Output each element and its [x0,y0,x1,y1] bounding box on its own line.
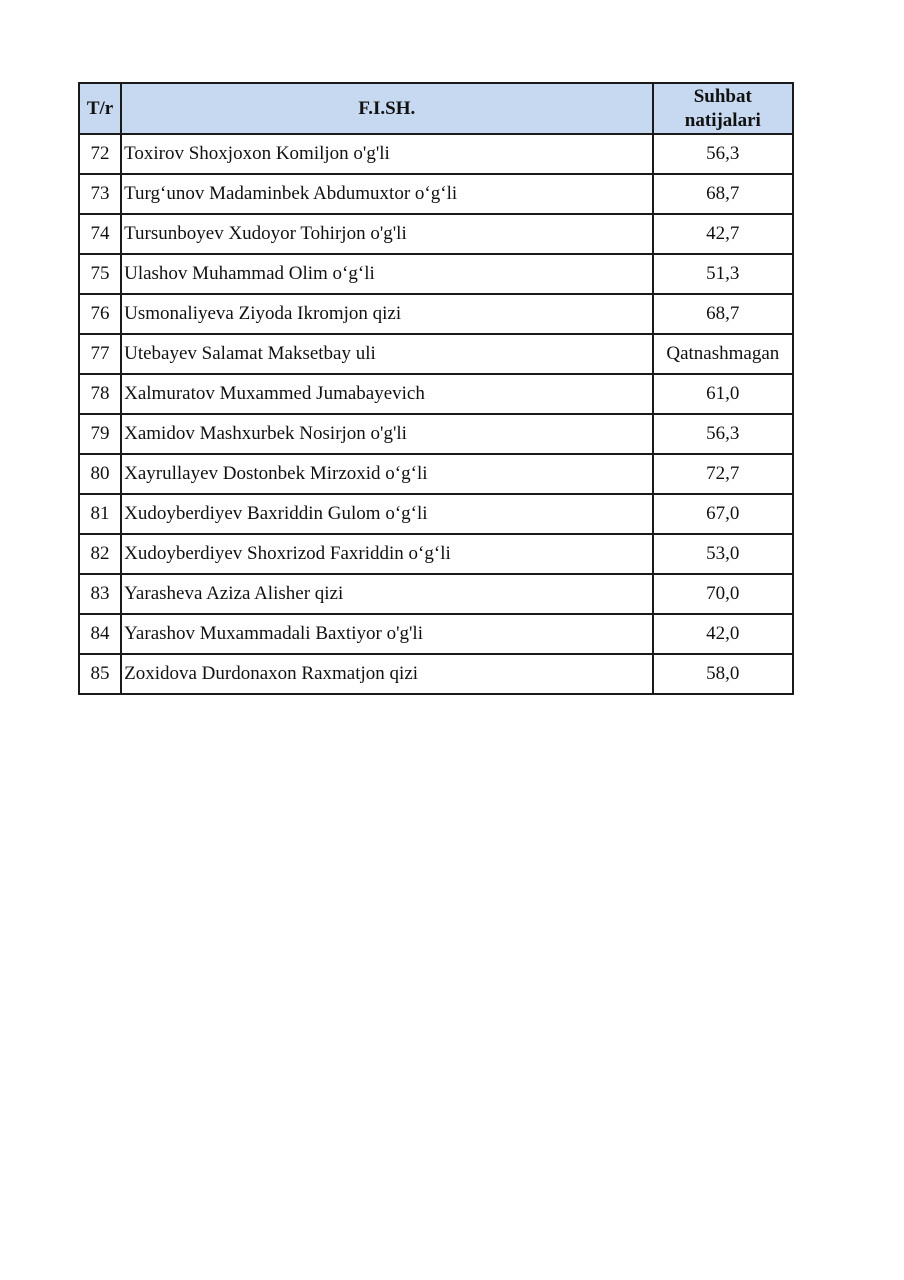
row-score-cell: 70,0 [653,574,793,614]
table-row [79,374,793,414]
row-score-cell: 68,7 [653,294,793,334]
row-score-cell: 61,0 [653,374,793,414]
row-name-cell: Turg‘unov Madaminbek Abdumuxtor o‘g‘li [121,174,652,214]
table-row [79,334,793,374]
row-score-cell: 42,7 [653,214,793,254]
header-number: T/r [79,83,121,134]
row-score-cell: 53,0 [653,534,793,574]
row-score-cell: 58,0 [653,654,793,694]
header-name: F.I.SH. [121,83,652,134]
table-row [79,134,793,174]
row-score-cell: 56,3 [653,414,793,454]
row-number-cell: 76 [79,294,121,334]
row-number-cell: 78 [79,374,121,414]
table-row [79,414,793,454]
row-number-cell: 77 [79,334,121,374]
table-row [79,454,793,494]
row-name-cell: Tursunboyev Xudoyor Tohirjon o'g'li [121,214,652,254]
row-number-cell: 72 [79,134,121,174]
row-name-cell: Xalmuratov Muxammed Jumabayevich [121,374,652,414]
row-name-cell: Xayrullayev Dostonbek Mirzoxid o‘g‘li [121,454,652,494]
row-score-cell: 51,3 [653,254,793,294]
row-number-cell: 75 [79,254,121,294]
table-row [79,494,793,534]
row-number-cell: 81 [79,494,121,534]
row-score-cell: 56,3 [653,134,793,174]
table-row [79,254,793,294]
table-body [79,134,793,694]
row-score-cell: 67,0 [653,494,793,534]
header-score-line1: Suhbat [693,85,752,107]
row-name-cell: Yarasheva Aziza Alisher qizi [121,574,652,614]
table-row [79,534,793,574]
row-name-cell: Xamidov Mashxurbek Nosirjon o'g'li [121,414,652,454]
header-score-line2: natijalari [684,109,761,131]
results-table [78,82,794,695]
row-score-cell: Qatnashmagan [653,334,793,374]
row-name-cell: Ulashov Muhammad Olim o‘g‘li [121,254,652,294]
header-score [653,83,793,134]
row-name-cell: Zoxidova Durdonaxon Raxmatjon qizi [121,654,652,694]
table-row [79,174,793,214]
row-score-cell: 42,0 [653,614,793,654]
row-score-cell: 72,7 [653,454,793,494]
row-name-cell: Xudoyberdiyev Shoxrizod Faxriddin o‘g‘li [121,534,652,574]
header-row [79,83,793,134]
row-name-cell: Yarashov Muxammadali Baxtiyor o'g'li [121,614,652,654]
row-number-cell: 85 [79,654,121,694]
row-number-cell: 79 [79,414,121,454]
row-number-cell: 84 [79,614,121,654]
row-number-cell: 80 [79,454,121,494]
row-number-cell: 74 [79,214,121,254]
row-name-cell: Xudoyberdiyev Baxriddin Gulom o‘g‘li [121,494,652,534]
row-name-cell: Usmonaliyeva Ziyoda Ikromjon qizi [121,294,652,334]
row-score-cell: 68,7 [653,174,793,214]
row-name-cell: Utebayev Salamat Maksetbay uli [121,334,652,374]
row-name-cell: Toxirov Shoxjoxon Komiljon o'g'li [121,134,652,174]
table-row [79,614,793,654]
row-number-cell: 83 [79,574,121,614]
table-row [79,654,793,694]
row-number-cell: 82 [79,534,121,574]
table-row [79,574,793,614]
table-row [79,214,793,254]
row-number-cell: 73 [79,174,121,214]
table-row [79,294,793,334]
